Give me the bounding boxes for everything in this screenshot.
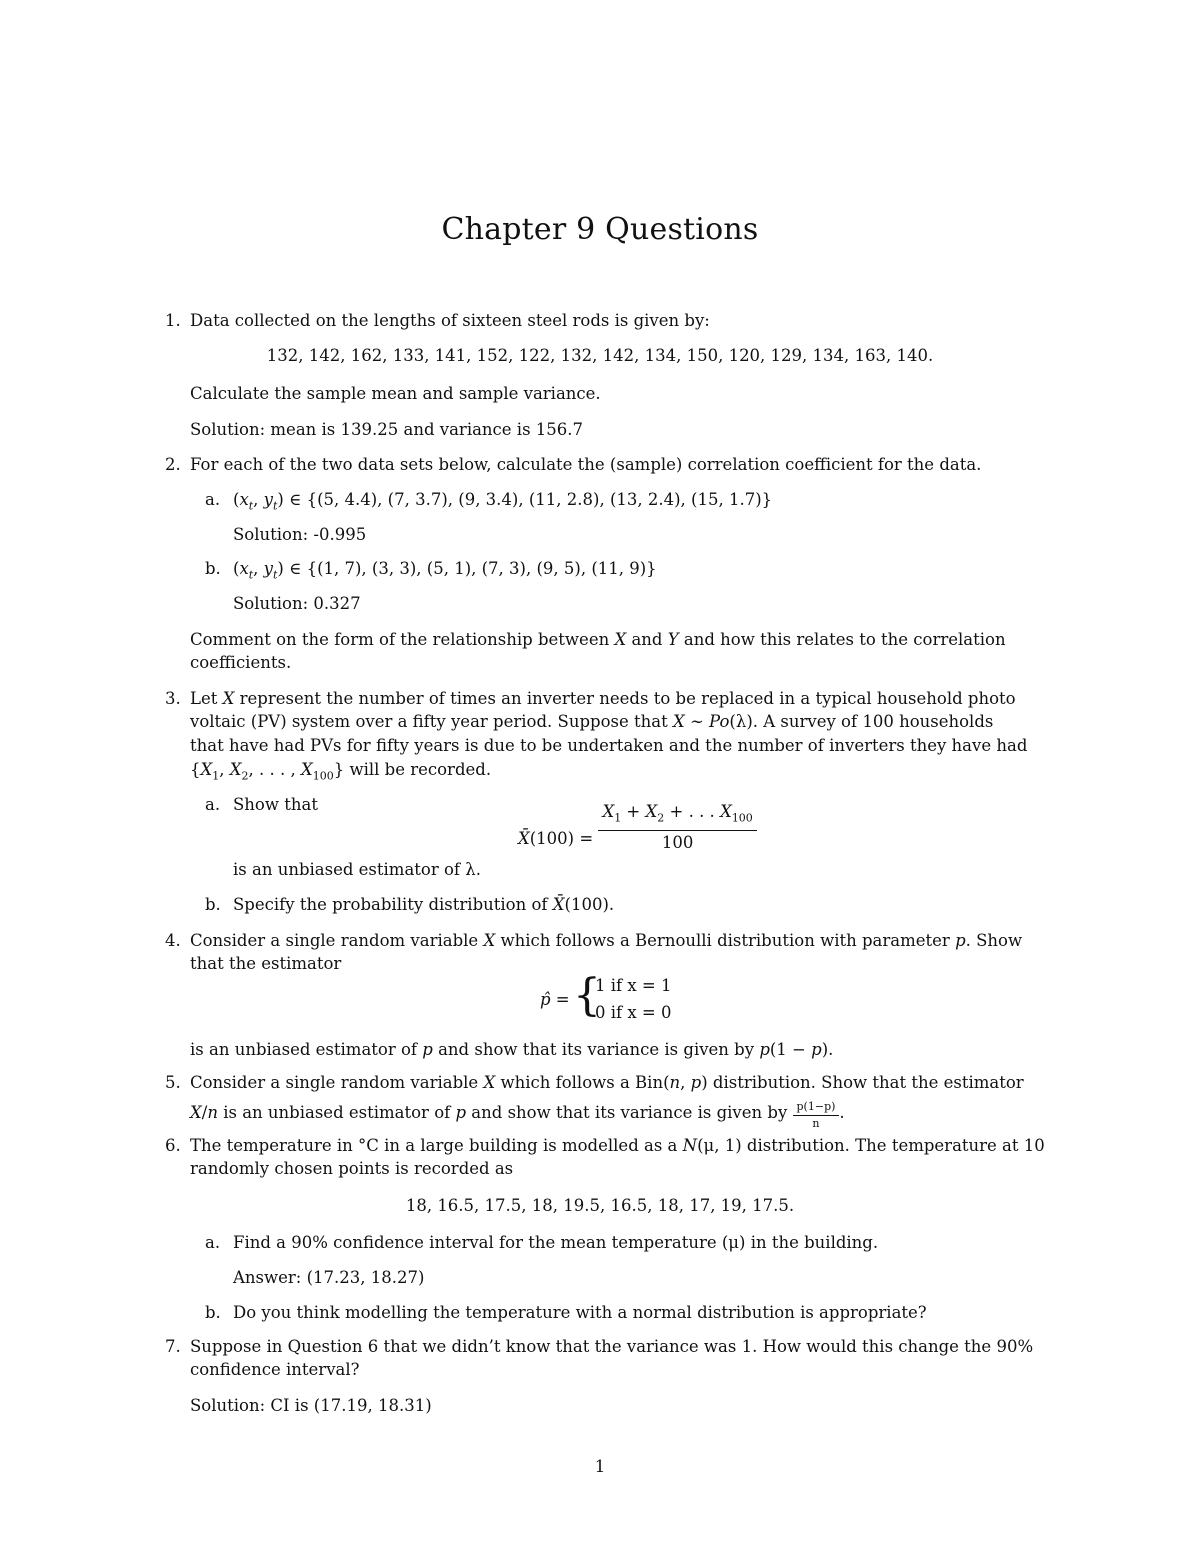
q3-line1: Let X represent the number of times an inverter needs to be replaced in a typical household photo <box>190 689 1016 708</box>
q3-a-after: is an unbiased estimator of λ. <box>233 860 481 879</box>
q3-a-text: Show that <box>233 795 318 814</box>
q6-line2: randomly chosen points is recorded as <box>190 1159 514 1178</box>
q4-line2: that the estimator <box>190 954 342 973</box>
q2-comment: Comment on the form of the relationship between X and Y and how this relates to the correlation <box>190 630 1006 649</box>
q5-line2: X/n is an unbiased estimator of p and show that its variance is given by $\frac{p(1-p)}{n}$ . <box>190 1100 845 1130</box>
q2-b-solution: Solution: 0.327 <box>233 594 361 613</box>
q2-a-set-line: ($x_t$, $y_t$) ∈ {(5, 4.4), (7, 3.7), (9, 3.4), (11, 2.8), (13, 2.4), (15, 1.7)} <box>233 490 773 513</box>
q3-line2: voltaic (PV) system over a fifty year period. Suppose that X ∼ Po(λ). A survey of 100 households <box>190 712 994 731</box>
q3-b-text-line: Specify the probability distribution of X̄(100). <box>233 895 615 914</box>
q1-data: 132, 142, 162, 133, 141, 152, 122, 132, 142, 134, 150, 120, 129, 134, 163, 140. <box>266 346 934 365</box>
page-number: 1 <box>594 1457 606 1476</box>
q4-brace: { <box>573 970 601 1021</box>
q7-solution: Solution: CI is (17.19, 18.31) <box>190 1396 432 1415</box>
q2-a-solution: Solution: -0.995 <box>233 525 367 544</box>
q2-a-set: {(5, 4.4), (7, 3.7), (9, 3.4), (11, 2.8), (13, 2.4), (15, 1.7)} <box>306 490 773 509</box>
q6-a-answer: Answer: (17.23, 18.27) <box>233 1268 425 1287</box>
q7-line2: confidence interval? <box>190 1360 360 1379</box>
q3-a-label: a. <box>205 795 221 814</box>
q4-number: 4. <box>165 931 181 950</box>
q4-case-1: 1 if x = 1 <box>595 976 672 995</box>
q1-solution: Solution: mean is 139.25 and variance is 156.7 <box>190 420 584 439</box>
q3-estimator-formula: X̄(100) = $\frac{X_1 + X_2 + . . . X_{100}}{100}$ <box>518 808 757 859</box>
q7-number: 7. <box>165 1337 181 1356</box>
q6-a-label: a. <box>205 1233 221 1252</box>
q5-line1: Consider a single random variable X which follows a Bin(n, p) distribution. Show that the estimator <box>190 1073 1024 1092</box>
q4-p-hat: p̂ = <box>540 990 570 1009</box>
q7-line1: Suppose in Question 6 that we didn’t know that the variance was 1. How would this change the 90% <box>190 1337 1034 1356</box>
q4-after: is an unbiased estimator of p and show that its variance is given by p(1 − p). <box>190 1040 834 1059</box>
q6-b-label: b. <box>205 1303 221 1322</box>
q6-b-text: Do you think modelling the temperature with a normal distribution is appropriate? <box>233 1303 927 1322</box>
q2-comment-2: coefficients. <box>190 653 292 672</box>
q6-data: 18, 16.5, 17.5, 18, 19.5, 16.5, 18, 17, 19, 17.5. <box>405 1196 795 1215</box>
q2-a-label: a. <box>205 490 221 509</box>
q3-line3: that have had PVs for fifty years is due to be undertaken and the number of inverters they have had <box>190 736 1028 755</box>
q2-b-label: b. <box>205 559 221 578</box>
q1-number: 1. <box>165 311 181 330</box>
q5-number: 5. <box>165 1073 181 1092</box>
q1-ask: Calculate the sample mean and sample variance. <box>190 384 601 403</box>
q2-b-set: {(1, 7), (3, 3), (5, 1), (7, 3), (9, 5), (11, 9)} <box>306 559 657 578</box>
q2-number: 2. <box>165 455 181 474</box>
q6-a-text: Find a 90% confidence interval for the mean temperature (μ) in the building. <box>233 1233 879 1252</box>
q3-b-label: b. <box>205 895 221 914</box>
q2-text: For each of the two data sets below, calculate the (sample) correlation coefficient for the data. <box>190 455 982 474</box>
q6-number: 6. <box>165 1136 181 1155</box>
q3-number: 3. <box>165 689 181 708</box>
q3-line4: {$X_1$, $X_2$, . . . , $X_{100}$} will be recorded. <box>190 760 492 783</box>
page-title: Chapter 9 Questions <box>441 212 759 247</box>
q2-b-set-line: ($x_t$, $y_t$) ∈ {(1, 7), (3, 3), (5, 1), (7, 3), (9, 5), (11, 9)} <box>233 559 657 582</box>
q6-line1: The temperature in °C in a large building is modelled as a N(μ, 1) distribution. The temperature at 10 <box>190 1136 1045 1155</box>
q1-text: Data collected on the lengths of sixteen steel rods is given by: <box>190 311 710 330</box>
q4-case-0: 0 if x = 0 <box>595 1003 672 1022</box>
q4-line1: Consider a single random variable X which follows a Bernoulli distribution with parameter p. Show <box>190 931 1023 950</box>
